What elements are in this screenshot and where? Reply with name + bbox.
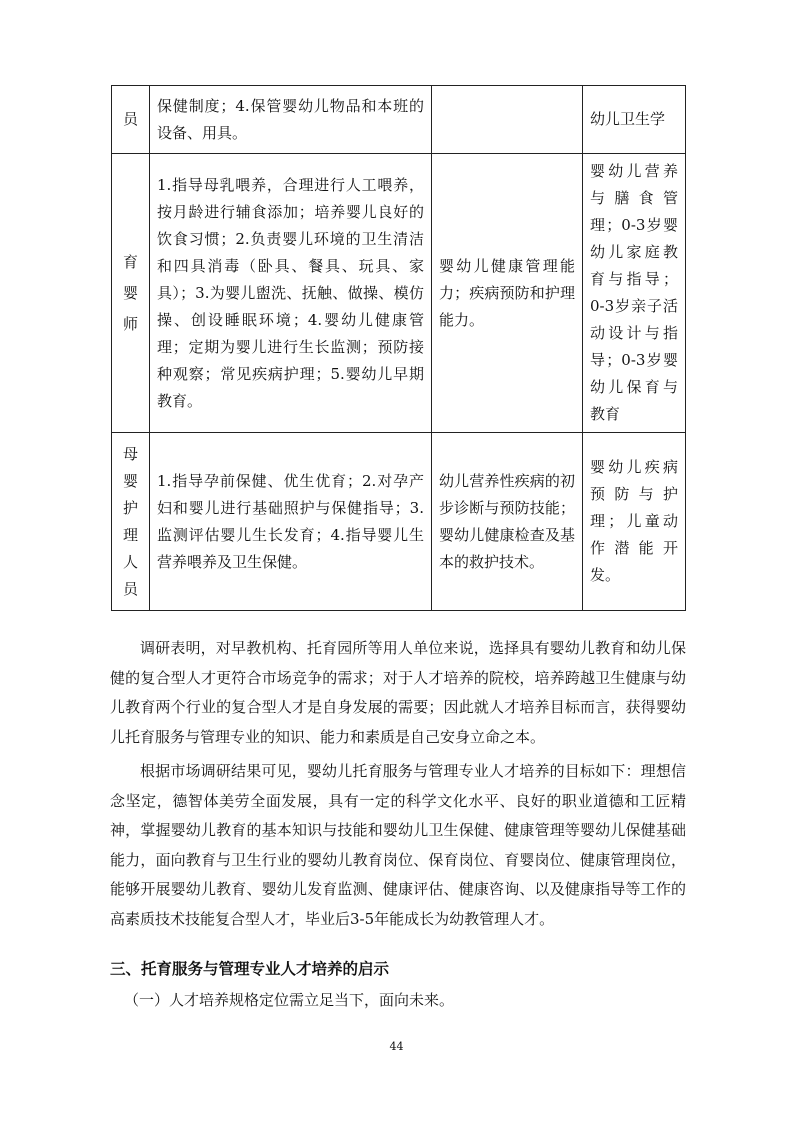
duties-cell: 保健制度；4.保管婴幼儿物品和本班的设备、用具。 — [150, 86, 432, 154]
abilities-cell — [432, 86, 583, 154]
section-heading: 三、托育服务与管理专业人才培养的启示 — [110, 960, 390, 978]
role-char: 护 — [122, 498, 138, 517]
role-cell — [112, 86, 150, 154]
courses-cell: 幼儿卫生学 — [583, 86, 686, 154]
role-char: 员 — [122, 110, 138, 128]
role-char: 人 — [122, 552, 138, 571]
courses-cell: 婴幼儿疾病预防与护理；儿童动作潜能开发。 — [583, 433, 686, 611]
role-char: 婴 — [122, 471, 138, 490]
subsection-heading: （一）人才培养规格定位需立足当下，面向未来。 — [124, 991, 455, 1009]
role-char: 育 — [122, 252, 138, 271]
body-paragraph: 根据市场调研结果可见，婴幼儿托育服务与管理专业人才培养的目标如下：理想信念坚定，德智体美劳全面发展，具有一定的科学文化水平、良好的职业道德和工匠精神，掌握婴幼儿教育的基本知识与技能和婴幼儿卫生保健、健康管理等婴幼儿保健基础能力，面向教育与卫生行业的婴幼儿教育岗位、保育岗位、育婴岗位、健康管理岗位，能够开展婴幼儿教育、婴幼儿发育监测、健康评估、健康咨询、以及健康指导等工作的高素质技术技能复合型人才，毕业后3-5年能成长为幼教管理人才。 — [110, 762, 686, 928]
duties-cell: 1.指导母乳喂养，合理进行人工喂养，按月龄进行辅食添加；培养婴儿良好的饮食习惯；2.负责婴儿环境的卫生清洁和四具消毒（卧具、餐具、玩具、家具）；3.为婴儿盥洗、抚触、做操、模仿操、创设睡眠环境；4.婴幼儿健康管理；定期为婴儿进行生长监测；预防接种观察；常见疾病护理；5.婴幼儿早期教育。 — [150, 154, 432, 433]
role-char: 母 — [122, 444, 138, 463]
body-paragraph: 调研表明，对早教机构、托育园所等用人单位来说，选择具有婴幼儿教育和幼儿保健的复合型人才更符合市场竞争的需求；对于人才培养的院校，培养跨越卫生健康与幼儿教育两个行业的复合型人才是自身发展的需要；因此就人才培养目标而言，获得婴幼儿托育服务与管理专业的知识、能力和素质是自己安身立命之本。 — [110, 639, 686, 746]
abilities-cell: 幼儿营养性疾病的初步诊断与预防技能；婴幼儿健康检查及基本的救护技术。 — [432, 433, 583, 611]
duties-cell: 1.指导孕前保健、优生优育；2.对孕产妇和婴儿进行基础照护与保健指导；3.监测评估婴儿生长发育；4.指导婴儿生营养喂养及卫生保健。 — [150, 433, 432, 611]
role-char: 师 — [122, 314, 138, 333]
role-char: 员 — [122, 579, 138, 598]
table-row — [112, 433, 686, 611]
role-cell — [112, 154, 150, 433]
role-char: 婴 — [122, 283, 138, 302]
table-row — [112, 154, 686, 433]
page-number: 44 — [389, 1040, 404, 1053]
abilities-cell: 婴幼儿健康管理能力；疾病预防和护理能力。 — [432, 154, 583, 433]
role-cell — [112, 433, 150, 611]
job-requirements-table — [111, 85, 686, 611]
role-char: 理 — [122, 525, 138, 544]
table-row — [112, 86, 686, 154]
courses-cell: 婴幼儿营养与膳食管理；0-3岁婴幼儿家庭教育与指导；0-3岁亲子活动设计与指导；0-3岁婴幼儿保育与教育 — [583, 154, 686, 433]
